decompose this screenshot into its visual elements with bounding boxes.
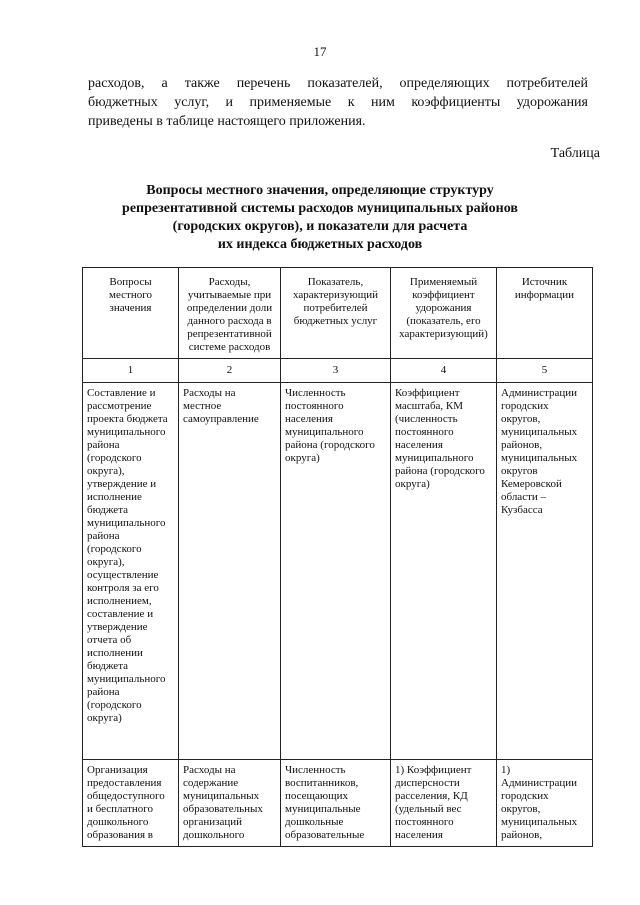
column-number: 2 xyxy=(179,359,281,383)
intro-line: бюджетных услуг, и применяемые к ним коэффициенты удорожания xyxy=(88,95,588,110)
column-number: 1 xyxy=(83,359,179,383)
title-line: их индекса бюджетных расходов xyxy=(217,237,423,252)
column-number: 5 xyxy=(497,359,593,383)
table-cell: Численность воспитанников, посещающих муниципальные дошкольные образовательные xyxy=(281,760,391,847)
intro-paragraph xyxy=(88,74,588,131)
table-cell: Расходы на местное самоуправление xyxy=(179,383,281,760)
header-cell: Расходы, учитываемые при определении доли данного расхода в репрезентативной системе расходов xyxy=(179,268,281,359)
header-cell: Источник информации xyxy=(497,268,593,359)
column-number: 3 xyxy=(281,359,391,383)
table-label: Таблица xyxy=(550,146,600,161)
title-line: репрезентативной системы расходов муниципальных районов xyxy=(122,201,518,216)
table-cell: Организация предоставления общедоступного и бесплатного дошкольного образования в xyxy=(83,760,179,847)
table-header-row xyxy=(83,268,593,359)
indicators-table xyxy=(82,267,593,847)
header-cell: Показатель, характеризующий потребителей бюджетных услуг xyxy=(281,268,391,359)
table-title xyxy=(80,182,560,254)
table-row xyxy=(83,383,593,760)
table-cell: Администрации городских округов, муниципальных районов, муниципальных округов Кемеровской области – Кузбасса xyxy=(497,383,593,760)
table-cell: Коэффициент масштаба, КМ (численность постоянного населения муниципального района (городского округа) xyxy=(391,383,497,760)
header-cell: Вопросы местного значения xyxy=(83,268,179,359)
intro-line: расходов, а также перечень показателей, определяющих потребителей xyxy=(88,76,588,91)
column-number-row xyxy=(83,359,593,383)
page-number: 17 xyxy=(313,44,327,59)
table-row xyxy=(83,760,593,847)
header-cell: Применяемый коэффициент удорожания (показатель, его характеризующий) xyxy=(391,268,497,359)
title-line: (городских округов), и показатели для расчета xyxy=(172,219,468,234)
table-cell: Расходы на содержание муниципальных образовательных организаций дошкольного xyxy=(179,760,281,847)
table-cell: 1) Коэффициент дисперсности расселения, КД (удельный вес постоянного населения xyxy=(391,760,497,847)
title-line: Вопросы местного значения, определяющие структуру xyxy=(146,183,494,198)
table-cell: Численность постоянного населения муниципального района (городского округа) xyxy=(281,383,391,760)
column-number: 4 xyxy=(391,359,497,383)
table-cell: 1) Администрации городских округов, муниципальных районов, xyxy=(497,760,593,847)
intro-line: приведены в таблице настоящего приложения. xyxy=(88,114,366,129)
table-cell: Составление и рассмотрение проекта бюджета муниципального района (городского округа), утверждение и исполнение бюджета муниципального района (городского округа), осуществление контроля за его исполнением, составление и утверждение отчета об исполнении бюджета муниципального района (городского округа) xyxy=(83,383,179,760)
